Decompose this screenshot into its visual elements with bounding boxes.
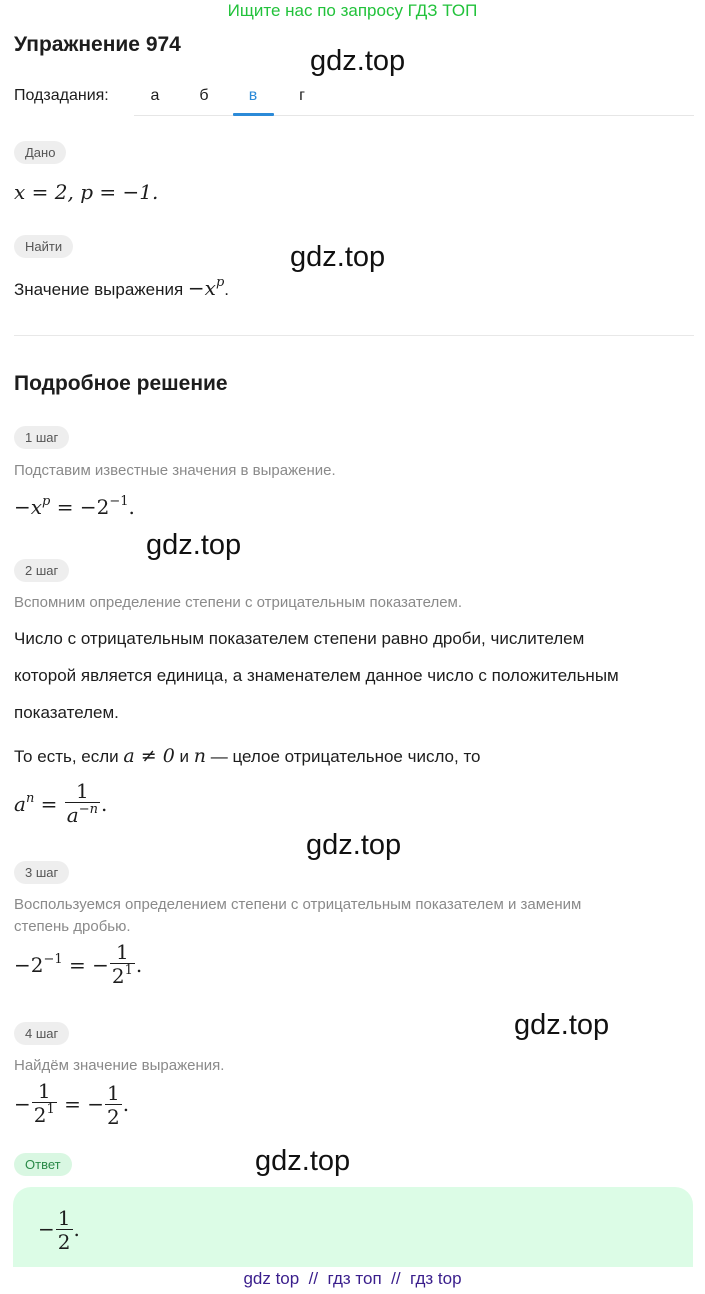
- step-2-cond-and: и: [179, 747, 190, 766]
- step-2-cond-math1: a ≠ 0: [123, 745, 175, 767]
- watermark: gdz.top: [310, 45, 406, 77]
- step-2-condition: [14, 745, 481, 767]
- subtasks-label: Подзадания:: [14, 87, 109, 104]
- step-2-formula-end: .: [101, 791, 108, 816]
- step-2-cond-post: — целое отрицательное число, то: [210, 747, 481, 766]
- given-expression: x = 2, p = −1.: [14, 180, 159, 204]
- step-1-end: .: [128, 495, 135, 519]
- step-2-fraction: [65, 780, 100, 831]
- section-divider: [14, 335, 694, 336]
- step-2-cond-math2: n: [193, 745, 207, 767]
- step-2-line-3: показателем.: [14, 703, 119, 722]
- step-1-lhs-exp: p: [42, 494, 51, 509]
- watermark: gdz.top: [306, 829, 402, 861]
- step-2-formula-exp: n: [25, 790, 35, 806]
- step-4-hint: Найдём значение выражения.: [14, 1057, 225, 1074]
- step-1-hint: Подставим известные значения в выражение.: [14, 462, 336, 479]
- step-2-formula: [14, 780, 107, 831]
- step-2-cond-pre: То есть, если: [14, 747, 119, 766]
- answer-sign: −: [38, 1216, 55, 1241]
- step-3-frac-den: 2: [111, 964, 125, 988]
- find-expr-exp: p: [215, 275, 225, 290]
- step-4-frac1-den-exp: 1: [46, 1102, 55, 1117]
- step-2-hint: Вспомним определение степени с отрицательным показателем.: [14, 594, 463, 611]
- active-tab-indicator: [233, 113, 274, 116]
- step-3-formula: [14, 941, 142, 992]
- step-4-sign: −: [14, 1091, 31, 1116]
- find-badge: Найти: [14, 235, 73, 258]
- find-label: Значение выражения: [14, 280, 184, 299]
- step-2-badge: 2 шаг: [14, 559, 69, 582]
- page-title: Упражнение 974: [14, 33, 181, 56]
- answer-den: 2: [57, 1230, 71, 1254]
- step-2-line-2: которой является единица, а знаменателем данное число с положительным: [14, 666, 619, 685]
- step-3-lhs-exp: −1: [43, 951, 63, 967]
- step-3-lhs: −2: [14, 952, 44, 977]
- step-4-end: .: [122, 1091, 130, 1116]
- step-3-badge: 3 шаг: [14, 861, 69, 884]
- step-4-frac2-num: 1: [107, 1081, 120, 1105]
- answer-num: 1: [57, 1206, 71, 1230]
- step-2-line-1: Число с отрицательным показателем степени равно дроби, числителем: [14, 629, 585, 648]
- search-banner: Ищите нас по запросу ГДЗ ТОП: [227, 1, 478, 20]
- step-3-hint-1: Воспользуемся определением степени с отрицательным показателем и заменим: [14, 896, 582, 913]
- step-1-lhs: −x: [14, 495, 43, 519]
- watermark: gdz.top: [255, 1145, 351, 1177]
- answer-badge: Ответ: [14, 1153, 72, 1176]
- given-badge: Дано: [14, 141, 66, 164]
- watermark: gdz.top: [290, 241, 386, 273]
- watermark: gdz.top: [146, 529, 242, 561]
- step-4-frac2-den: 2: [107, 1105, 120, 1129]
- step-3-end: .: [135, 952, 143, 977]
- find-text: [14, 276, 229, 300]
- answer-formula: [38, 1207, 80, 1254]
- step-2-frac-num: 1: [76, 779, 89, 803]
- step-3-hint-2: степень дробью.: [14, 918, 131, 935]
- footer-links: gdz top // гдз топ // гдз top: [243, 1269, 462, 1288]
- step-4-frac1-den: 2: [33, 1103, 47, 1127]
- step-3-fraction: [110, 941, 135, 992]
- tab-v[interactable]: в: [248, 87, 258, 104]
- step-2-frac-den-exp: −n: [78, 802, 98, 817]
- solution-heading: Подробное решение: [14, 372, 228, 395]
- find-expr-base: −x: [187, 276, 216, 300]
- tab-g[interactable]: г: [299, 87, 305, 104]
- answer-box: [13, 1187, 693, 1267]
- step-4-fraction-2: [105, 1082, 122, 1129]
- step-2-formula-base: a: [14, 791, 26, 816]
- step-2-frac-den-base: a: [66, 803, 79, 827]
- tabs-divider: [134, 115, 694, 116]
- watermark: gdz.top: [514, 1009, 610, 1041]
- step-4-badge: 4 шаг: [14, 1022, 69, 1045]
- step-4-eq: = −: [57, 1091, 105, 1116]
- step-3-frac-den-exp: 1: [124, 963, 133, 978]
- step-1-rhs-exp: −1: [109, 494, 129, 509]
- step-1-badge: 1 шаг: [14, 426, 69, 449]
- step-1-formula: [14, 495, 135, 520]
- step-4-formula: [14, 1080, 129, 1131]
- tab-a[interactable]: а: [150, 87, 160, 104]
- tab-b[interactable]: б: [199, 87, 209, 104]
- step-4-frac1-num: 1: [37, 1079, 51, 1103]
- step-1-eq: = −2: [50, 495, 110, 519]
- step-3-frac-num: 1: [116, 940, 129, 964]
- answer-fraction: [56, 1207, 73, 1254]
- find-expr-end: .: [224, 280, 230, 299]
- answer-end: .: [73, 1216, 80, 1241]
- step-4-fraction-1: [32, 1080, 57, 1131]
- step-2-formula-eq: =: [34, 791, 64, 816]
- step-3-eq: = −: [62, 952, 109, 977]
